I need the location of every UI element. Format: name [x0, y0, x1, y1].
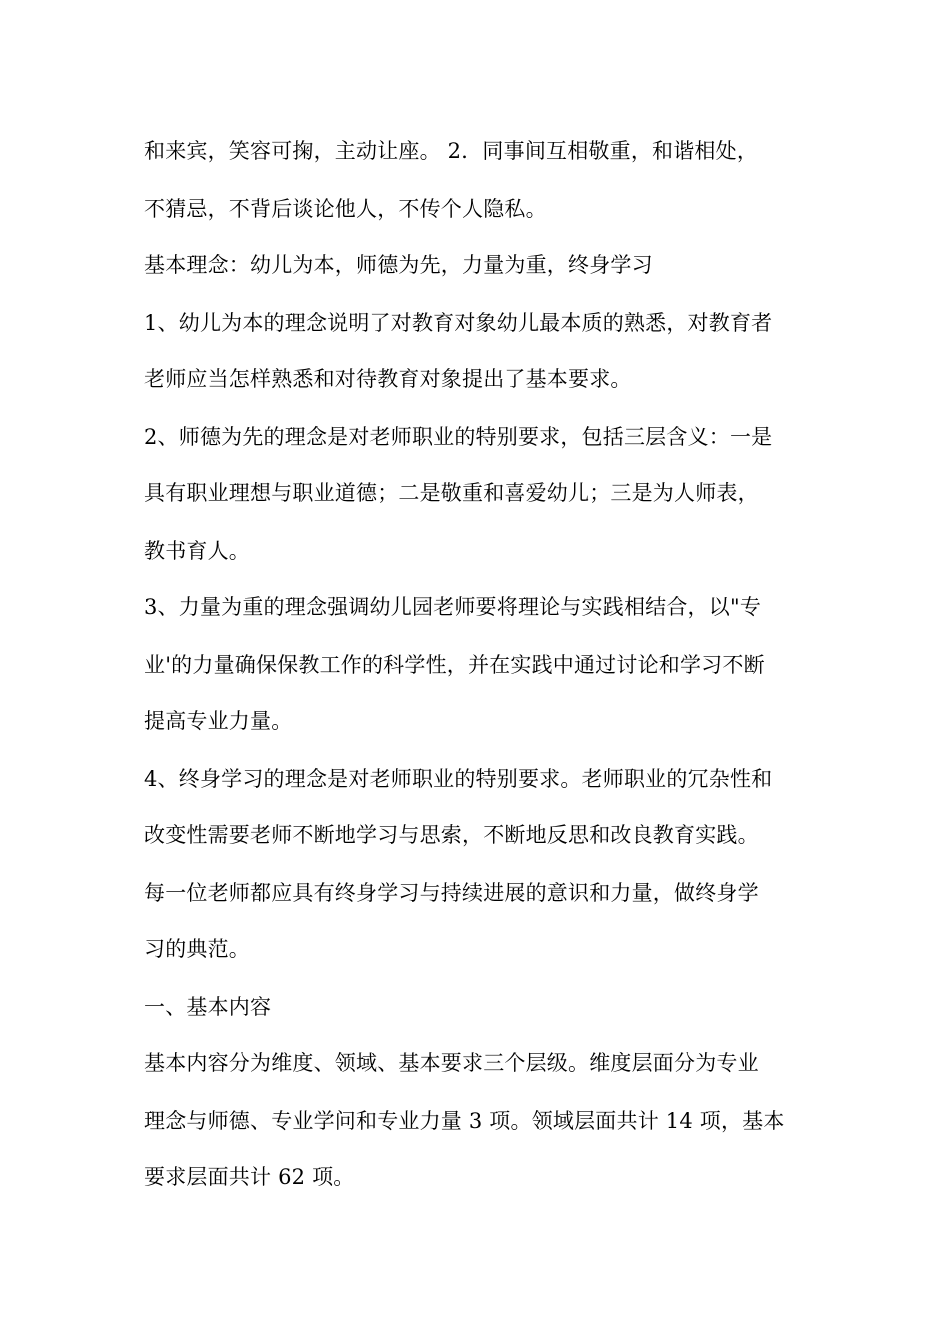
text-line: 习的典范。 — [144, 937, 250, 961]
text-line: 3、力量为重的理念强调幼儿园老师要将理论与实践相结合，以"专 — [144, 595, 762, 619]
text-line: 业'的力量确保保教工作的科学性，并在实践中通过讨论和学习不断 — [144, 653, 765, 677]
section-heading: 一、基本内容 — [144, 995, 272, 1019]
text-line: 和来宾，笑容可掬，主动让座。 2．同事间互相敬重，和谐相处， — [144, 139, 759, 163]
text-line: 理念与师德、专业学问和专业力量 3 项。领域层面共计 14 项，基本 — [144, 1109, 785, 1133]
text-line: 每一位老师都应具有终身学习与持续进展的意识和力量，做终身学 — [144, 881, 759, 905]
text-line: 提高专业力量。 — [144, 709, 293, 733]
text-line: 改变性需要老师不断地学习与思索，不断地反思和改良教育实践。 — [144, 823, 759, 847]
section-heading: 基本理念：幼儿为本，师德为先，力量为重，终身学习 — [144, 253, 653, 277]
text-line: 基本内容分为维度、领域、基本要求三个层级。维度层面分为专业 — [144, 1051, 759, 1075]
text-line: 老师应当怎样熟悉和对待教育对象提出了基本要求。 — [144, 367, 632, 391]
text-line: 要求层面共计 62 项。 — [144, 1165, 355, 1189]
text-line: 不猜忌，不背后谈论他人，不传个人隐私。 — [144, 197, 547, 221]
text-line: 具有职业理想与职业道德；二是敬重和喜爱幼儿；三是为人师表， — [144, 481, 759, 505]
text-line: 2、师德为先的理念是对老师职业的特别要求，包括三层含义：一是 — [144, 425, 773, 449]
text-line: 1、幼儿为本的理念说明了对教育对象幼儿最本质的熟悉，对教育者 — [144, 311, 773, 335]
text-line: 教书育人。 — [144, 539, 250, 563]
text-line: 4、终身学习的理念是对老师职业的特别要求。老师职业的冗杂性和 — [144, 767, 773, 791]
